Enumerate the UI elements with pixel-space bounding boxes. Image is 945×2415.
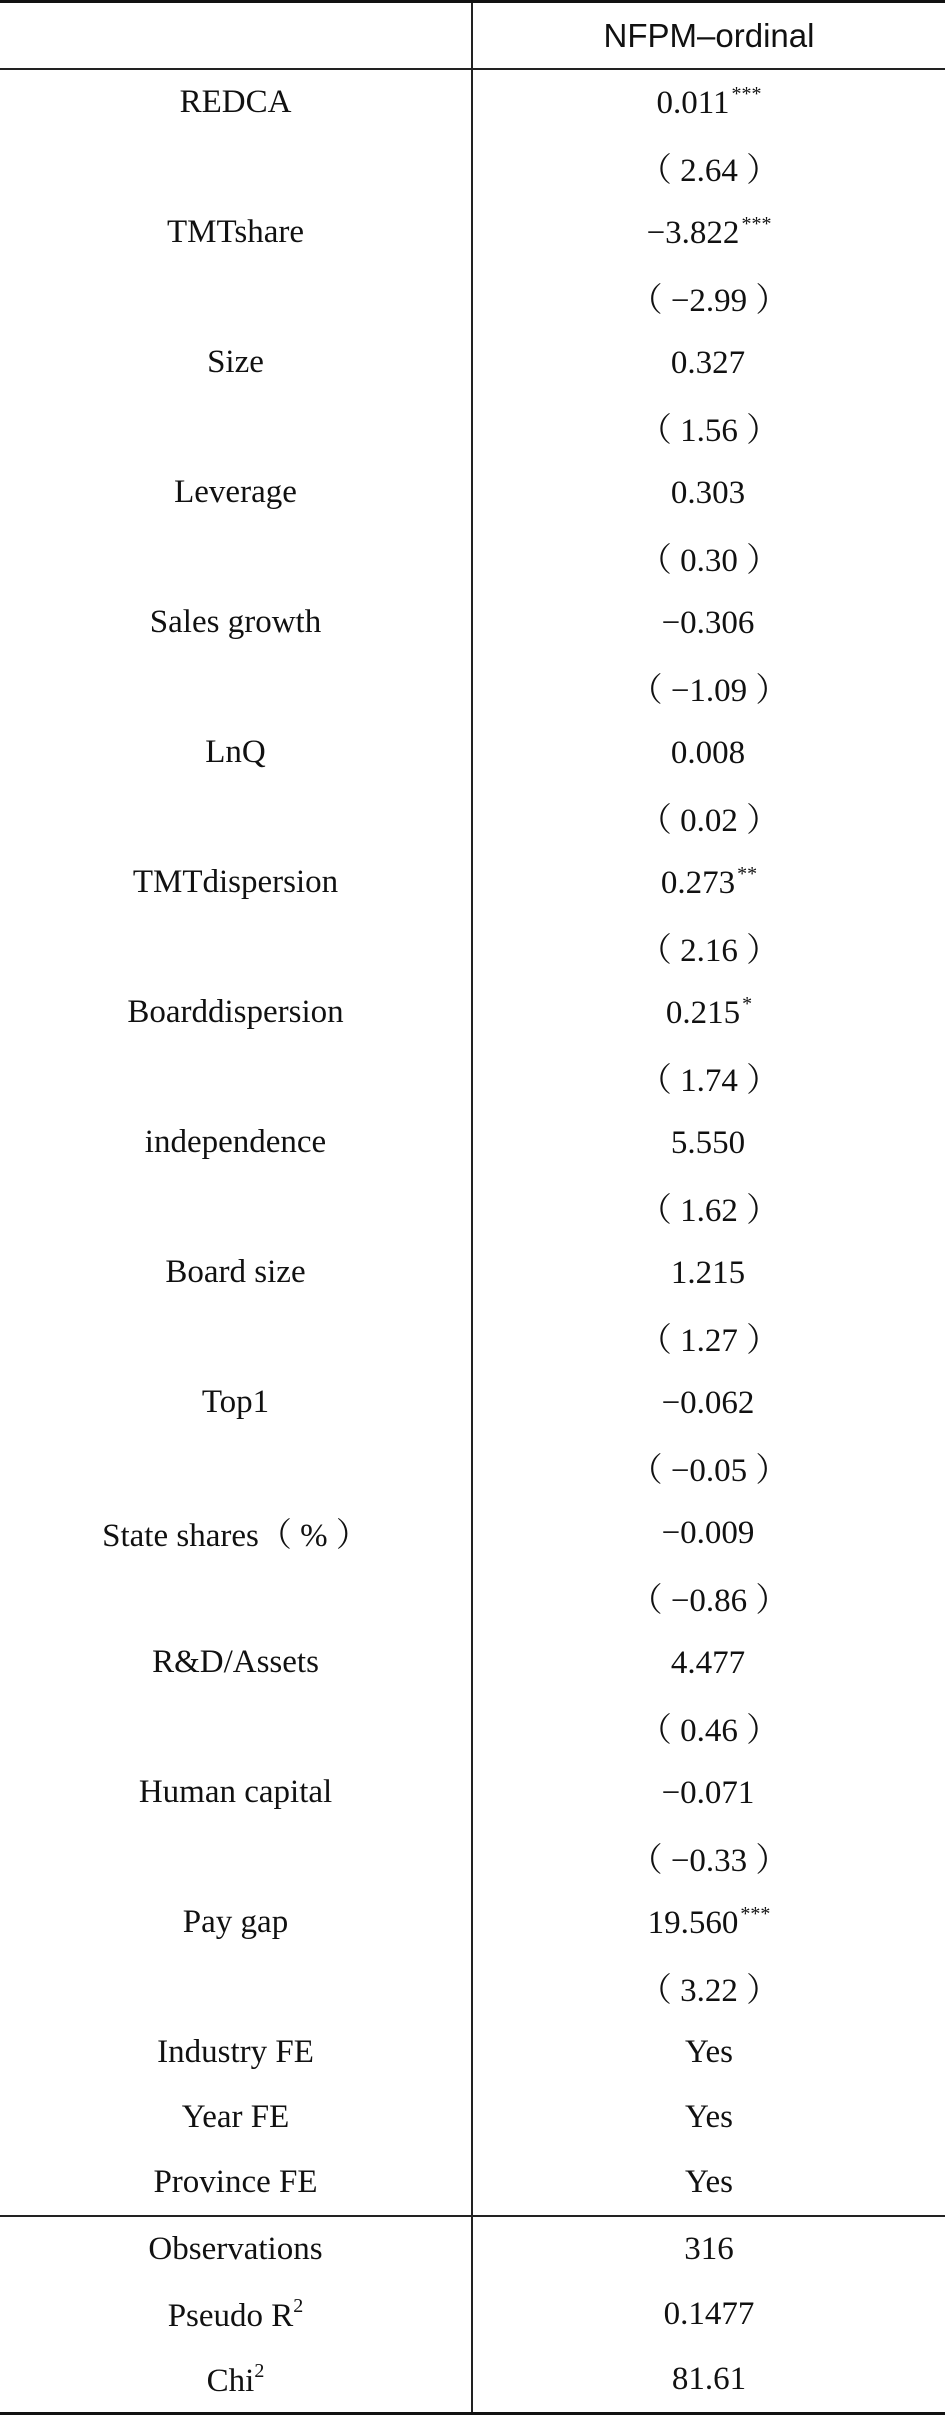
coef-value: −0.009: [661, 1515, 755, 1551]
variable-label: TMTdispersion: [0, 850, 472, 915]
coef-row: [0, 460, 945, 525]
coef-value: 4.477: [670, 1645, 746, 1681]
stat-row-observations: [0, 2216, 945, 2282]
superscript: 2: [254, 2359, 265, 2382]
header-corner-cell: [0, 2, 472, 70]
variable-label: Size: [0, 330, 472, 395]
tstat-value: （ 1.27 ）: [638, 1323, 780, 1359]
variable-label: Leverage: [0, 460, 472, 525]
variable-label: R&D/Assets: [0, 1630, 472, 1695]
coef-cell: [472, 69, 945, 135]
significance-stars: ***: [741, 213, 772, 235]
significance-stars: ***: [731, 83, 762, 105]
superscript: 2: [293, 2294, 304, 2317]
fe-row: [0, 2020, 945, 2085]
tstat-row: [0, 915, 945, 980]
coef-cell: [472, 1110, 945, 1175]
fe-label: Province FE: [0, 2150, 472, 2216]
coef-row: [0, 69, 945, 135]
coef-cell: [472, 1630, 945, 1695]
tstat-value: （ 2.16 ）: [638, 933, 780, 969]
coef-row: [0, 200, 945, 265]
tstat-value: （ 0.30 ）: [638, 543, 780, 579]
coef-row: [0, 1890, 945, 1955]
coef-value: 1.215: [670, 1255, 746, 1291]
tstat-row: [0, 785, 945, 850]
tstat-value: （ −0.86 ）: [629, 1583, 789, 1619]
variable-label: Boarddispersion: [0, 980, 472, 1045]
coef-cell: [472, 1760, 945, 1825]
coef-cell: [472, 1500, 945, 1565]
variable-label: TMTshare: [0, 200, 472, 265]
significance-stars: **: [737, 863, 758, 885]
coef-cell: [472, 200, 945, 265]
tstat-value: （ 2.64 ）: [638, 153, 780, 189]
coef-cell: [472, 1370, 945, 1435]
coef-cell: [472, 460, 945, 525]
fe-row: [0, 2085, 945, 2150]
variable-label: Top1: [0, 1370, 472, 1435]
stat-value: 81.61: [472, 2347, 945, 2414]
coef-row: [0, 590, 945, 655]
stat-label: [0, 2282, 472, 2347]
variable-label: Board size: [0, 1240, 472, 1305]
significance-stars: *: [742, 993, 753, 1015]
coef-cell: [472, 1890, 945, 1955]
coef-row: [0, 1630, 945, 1695]
coef-cell: [472, 850, 945, 915]
tstat-row: [0, 655, 945, 720]
tstat-value: （ −1.09 ）: [629, 673, 789, 709]
coef-value: 0.008: [670, 735, 746, 771]
coef-value: 5.550: [670, 1125, 746, 1161]
tstat-row: [0, 1305, 945, 1370]
variable-label: REDCA: [0, 69, 472, 135]
stat-label-text: Pseudo R: [167, 2297, 294, 2334]
tstat-value: （ −2.99 ）: [629, 283, 789, 319]
coef-cell: [472, 1240, 945, 1305]
stat-row-pseudo-r2: [0, 2282, 945, 2347]
tstat-row: [0, 525, 945, 590]
coef-value: −3.822: [646, 215, 740, 251]
tstat-row: [0, 1045, 945, 1110]
fe-label: Year FE: [0, 2085, 472, 2150]
header-column-title: NFPM–ordinal: [472, 2, 945, 70]
coef-value: −0.306: [661, 605, 755, 641]
coef-row: [0, 1500, 945, 1565]
coef-cell: [472, 980, 945, 1045]
coef-cell: [472, 330, 945, 395]
coef-row: [0, 1760, 945, 1825]
coef-row: [0, 720, 945, 785]
fe-value: Yes: [684, 2099, 734, 2135]
stat-label: Observations: [0, 2216, 472, 2282]
coef-row: [0, 330, 945, 395]
coef-value: 0.215: [665, 995, 741, 1031]
variable-label: Human capital: [0, 1760, 472, 1825]
variable-label: LnQ: [0, 720, 472, 785]
fe-label: Industry FE: [0, 2020, 472, 2085]
tstat-row: [0, 1825, 945, 1890]
fe-value: Yes: [684, 2034, 734, 2070]
tstat-value: （ −0.05 ）: [629, 1453, 789, 1489]
stat-row-chi2: [0, 2347, 945, 2414]
coef-value: −0.071: [661, 1775, 755, 1811]
tstat-value: （ 1.62 ）: [638, 1193, 780, 1229]
coef-cell: [472, 720, 945, 785]
coef-row: [0, 850, 945, 915]
variable-label: State shares（ % ）: [0, 1500, 472, 1565]
tstat-row: [0, 1175, 945, 1240]
coef-value: 0.303: [670, 475, 746, 511]
tstat-row: [0, 1565, 945, 1630]
stat-label-text: Chi: [206, 2362, 255, 2399]
variable-label: Pay gap: [0, 1890, 472, 1955]
fe-value: Yes: [684, 2164, 734, 2200]
coef-row: [0, 1110, 945, 1175]
tstat-row: [0, 265, 945, 330]
tstat-row: [0, 395, 945, 460]
stat-value: 316: [472, 2216, 945, 2282]
coef-value: 0.011: [656, 85, 730, 121]
coef-value: 0.327: [670, 345, 746, 381]
tstat-value: （ −0.33 ）: [629, 1843, 789, 1879]
significance-stars: ***: [740, 1903, 771, 1925]
tstat-row: [0, 1695, 945, 1760]
coef-cell: [472, 590, 945, 655]
stat-label: [0, 2347, 472, 2414]
tstat-row: [0, 1435, 945, 1500]
coef-value: 0.273: [660, 865, 736, 901]
tstat-row: [0, 1955, 945, 2020]
tstat-value: （ 1.74 ）: [638, 1063, 780, 1099]
header-row: [0, 2, 945, 70]
tstat-row: [0, 135, 945, 200]
variable-label: Sales growth: [0, 590, 472, 655]
variable-label: independence: [0, 1110, 472, 1175]
tstat-value: （ 0.46 ）: [638, 1713, 780, 1749]
coef-value: 19.560: [647, 1905, 739, 1941]
coef-row: [0, 1370, 945, 1435]
coef-row: [0, 980, 945, 1045]
tstat-value: （ 3.22 ）: [638, 1973, 780, 2009]
coef-value: −0.062: [661, 1385, 755, 1421]
tstat-value: （ 1.56 ）: [638, 413, 780, 449]
coef-row: [0, 1240, 945, 1305]
tstat-value: （ 0.02 ）: [638, 803, 780, 839]
fe-row: [0, 2150, 945, 2216]
stat-value: 0.1477: [663, 2296, 755, 2332]
